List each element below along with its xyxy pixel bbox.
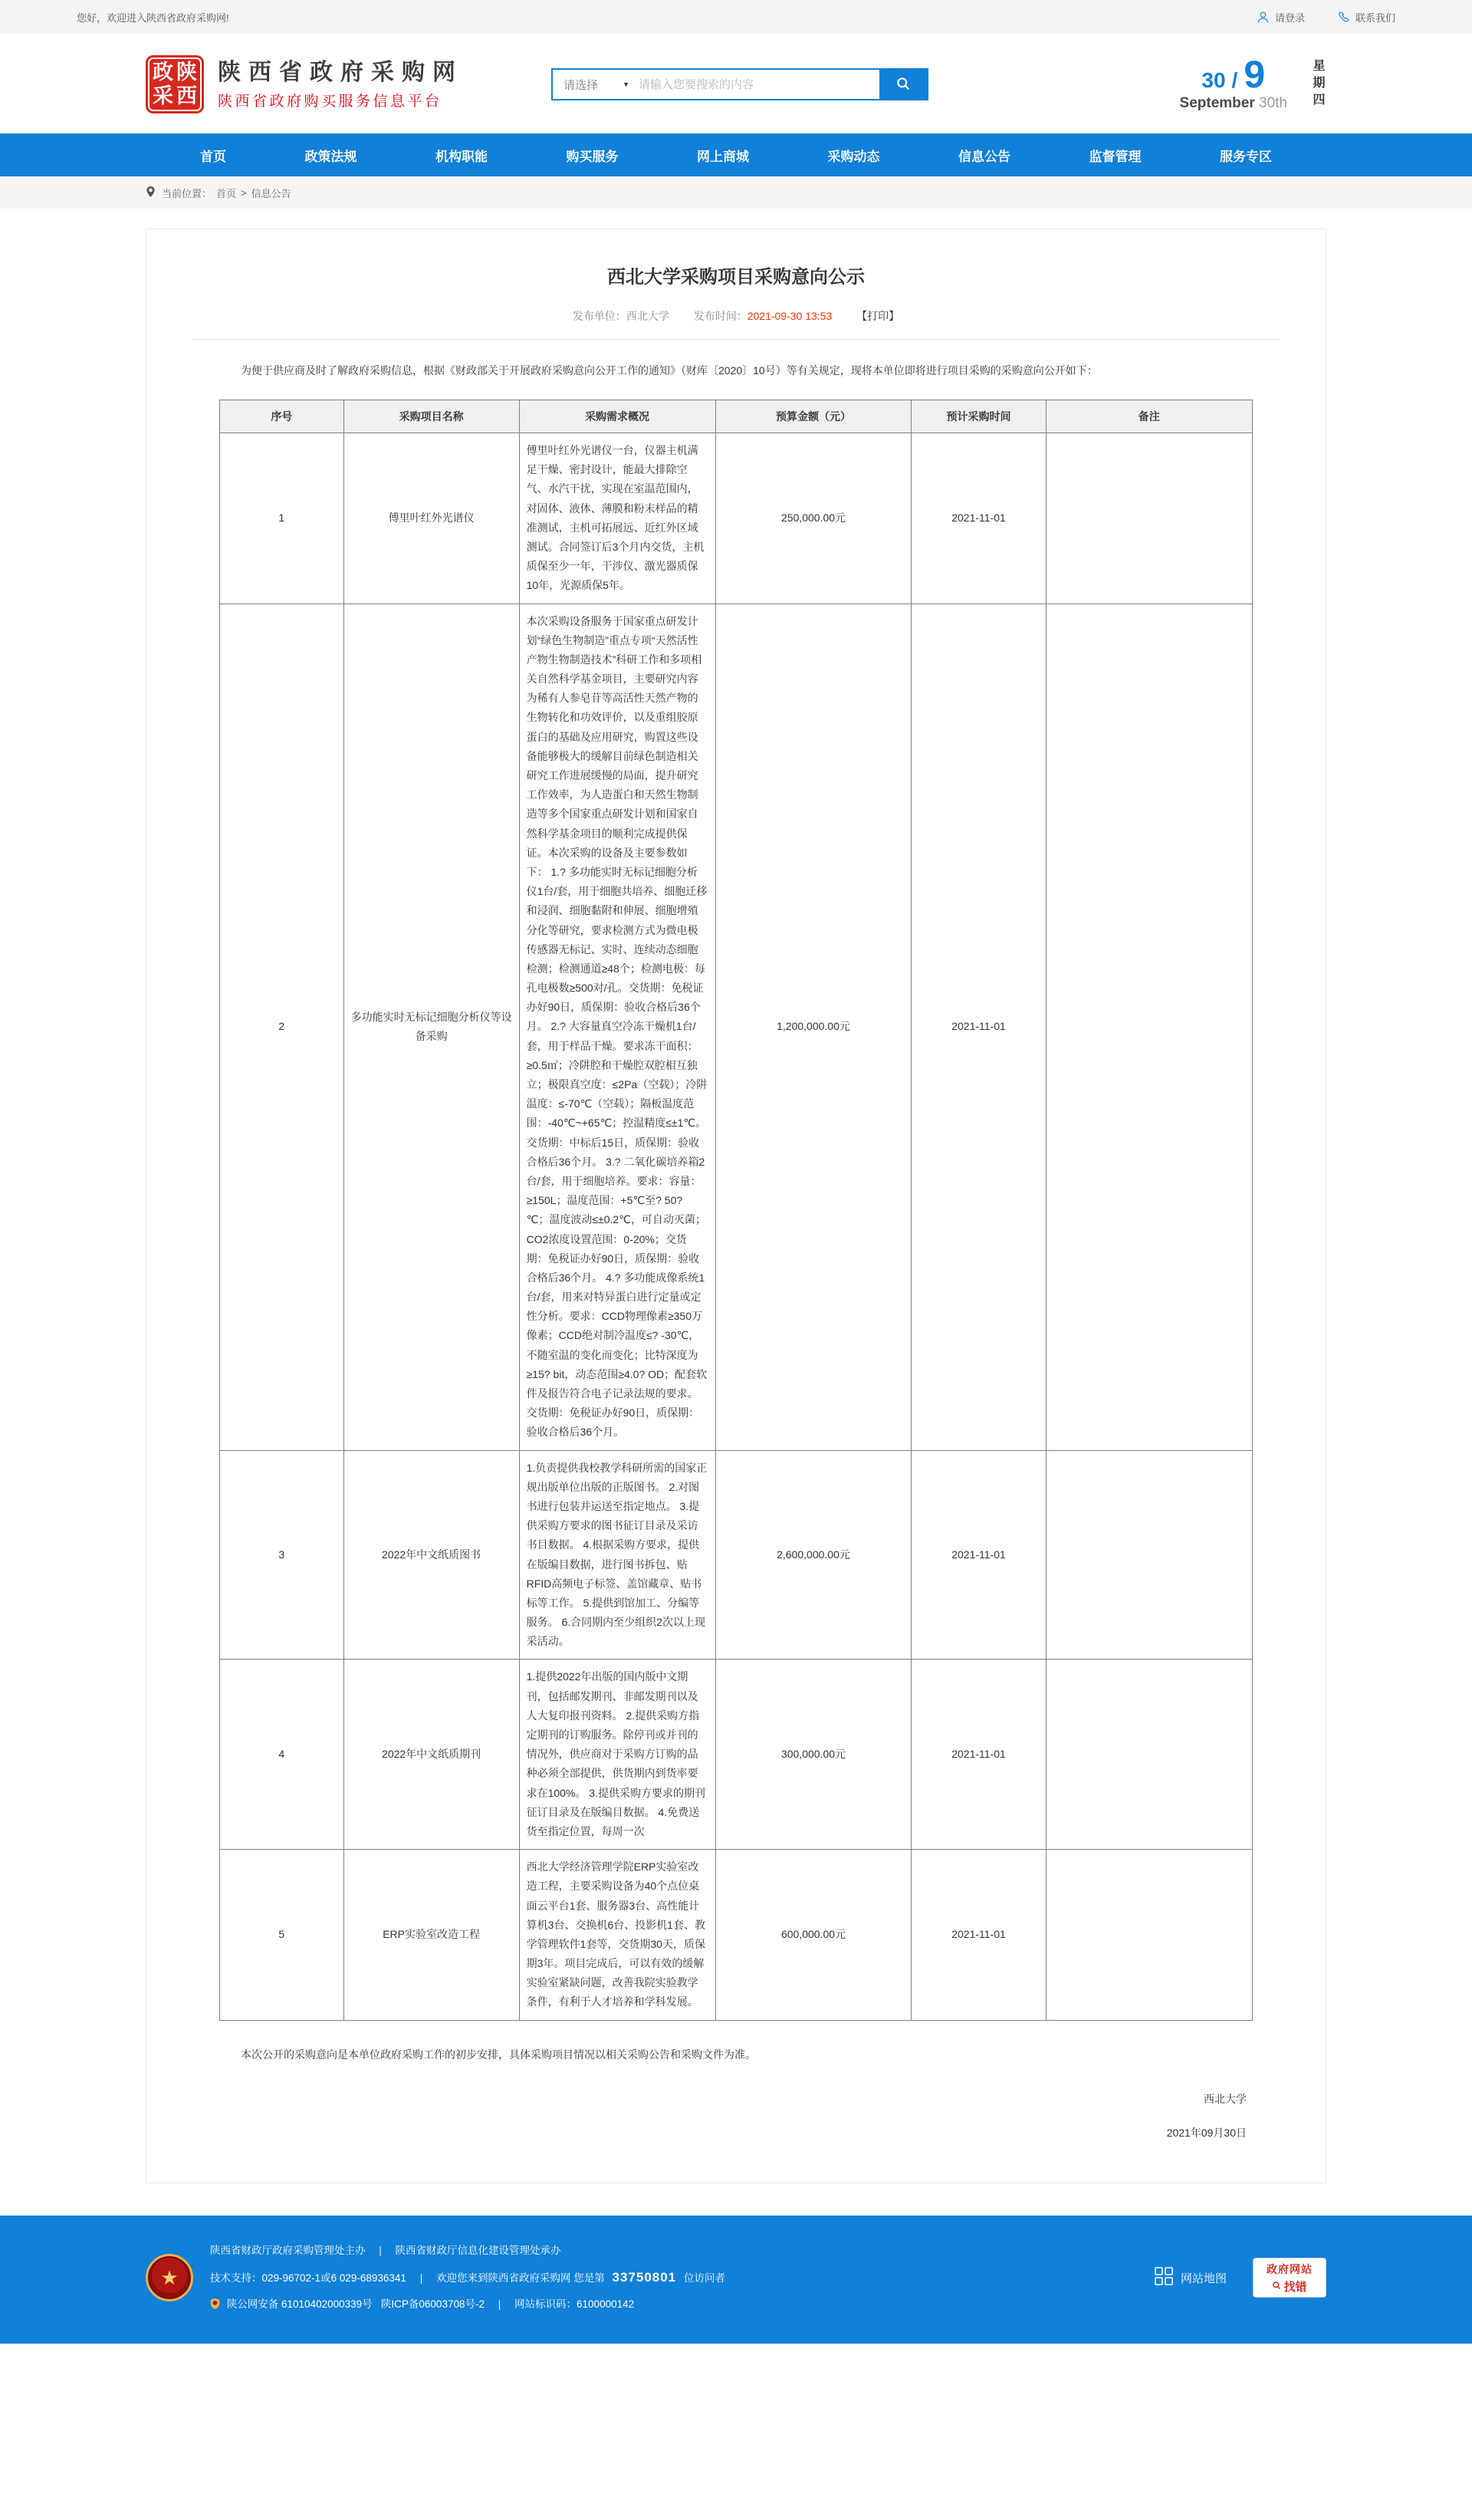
cell-budget: 2,600,000.00元 bbox=[715, 1450, 912, 1660]
search-category-select[interactable]: 请选择 ▼ bbox=[564, 78, 629, 92]
nav-item-service-zone[interactable]: 服务专区 bbox=[1220, 149, 1272, 164]
closing-paragraph: 本次公开的采购意向是本单位政府采购工作的初步安排，具体采购项目情况以相关采购公告和采购文件为准。 bbox=[241, 2048, 756, 2061]
visitor-count: 33750801 bbox=[612, 2269, 677, 2285]
breadcrumb-current[interactable]: 信息公告 bbox=[251, 187, 291, 199]
cell-requirement: 西北大学经济管理学院ERP实验室改造工程，主要采购设备为40个点位桌面云平台1套、服务器3台、高性能计算机3台、交换机6台、投影机1套、教学管理软件1套等，交货期30天，质保期3年。项目完成后，可以有效的缓解实验室紧缺问题，改善我院实验教学条件，有利于人才培养和学科发展。 bbox=[519, 1850, 715, 2021]
nav-item-functions[interactable]: 机构职能 bbox=[435, 149, 488, 164]
table-row bbox=[220, 1850, 1253, 2021]
footer-line-tech: 技术支持：029-96702-1或6 029-68936341 | 欢迎您来到陕西省政府采购网 您是第 33750801 位访问者 bbox=[210, 2269, 725, 2285]
cell-requirement: 傅里叶红外光谱仪一台，仪器主机满足干燥、密封设计，能最大排除空气、水汽干扰，实现在室温范围内，对固体、液体、薄膜和粉末样品的精准测试，主机可拓展远、近红外区域测试。合同签订后3个月内交货，主机质保至少一年，干涉仪、激光器质保10年，光源质保5年。 bbox=[519, 433, 715, 604]
article-panel bbox=[146, 229, 1326, 2183]
cell-note bbox=[1046, 433, 1252, 604]
table-header-row bbox=[220, 400, 1253, 433]
breadcrumb-home[interactable]: 首页 bbox=[216, 187, 237, 199]
topbar bbox=[0, 0, 1472, 34]
table-row bbox=[220, 604, 1253, 1450]
site-code: 网站标识码：6100000142 bbox=[514, 2298, 635, 2310]
search-icon bbox=[895, 76, 911, 94]
date-month: 9 bbox=[1244, 53, 1266, 97]
cell-budget: 300,000.00元 bbox=[715, 1660, 912, 1850]
intro-paragraph: 为便于供应商及时了解政府采购信息，根据《财政部关于开展政府采购意向公开工作的通知》（财库〔2020〕10号）等有关规定，现将本单位即将进行项目采购的采购意向公开如下： bbox=[241, 364, 1098, 377]
signature: 西北大学 bbox=[1204, 2092, 1247, 2105]
footer-line-host: 陕西省财政厅政府采购管理处主办 | 陕西省财政厅信息化建设管理处承办 bbox=[210, 2244, 561, 2256]
date-slash: / bbox=[1231, 68, 1238, 93]
col-header-name: 采购项目名称 bbox=[343, 400, 519, 433]
procurement-intent-table bbox=[219, 400, 1253, 2021]
beian-gongan-link[interactable]: 陕公网安备 61010402000339号 bbox=[226, 2298, 373, 2310]
publish-time-value: 2021-09-30 13:53 bbox=[747, 310, 833, 322]
cell-no: 3 bbox=[220, 1450, 344, 1660]
search-box bbox=[551, 68, 928, 100]
site-subtitle: 陕西省政府购买服务信息平台 bbox=[218, 94, 442, 110]
cell-time: 2021-11-01 bbox=[912, 604, 1046, 1450]
cell-time: 2021-11-01 bbox=[912, 1850, 1046, 2021]
cell-no: 2 bbox=[220, 604, 344, 1450]
cell-no: 4 bbox=[220, 1660, 344, 1850]
date-day: 30 bbox=[1201, 68, 1226, 93]
cell-note bbox=[1046, 604, 1252, 1450]
table-row bbox=[220, 1660, 1253, 1850]
date-month-en: September bbox=[1179, 94, 1255, 111]
nav-item-online-mall[interactable]: 网上商城 bbox=[697, 149, 749, 164]
cell-note bbox=[1046, 1850, 1252, 2021]
cell-note bbox=[1046, 1660, 1252, 1850]
nav-item-home[interactable]: 首页 bbox=[200, 149, 226, 164]
footer-line-beian: 陕公网安备 61010402000339号 陕ICP备06003708号-2 | 网站标识码：6100000142 bbox=[210, 2292, 725, 2318]
breadcrumb-label: 当前位置： bbox=[162, 187, 212, 199]
print-button[interactable]: 【打印】 bbox=[856, 310, 900, 322]
table-row bbox=[220, 1450, 1253, 1660]
col-header-time: 预计采购时间 bbox=[912, 400, 1046, 433]
breadcrumb bbox=[146, 176, 1326, 209]
breadcrumb-sep: > bbox=[241, 186, 247, 199]
cell-note bbox=[1046, 1450, 1252, 1660]
publisher-label: 发布单位： bbox=[572, 310, 626, 322]
breadcrumb-bar bbox=[0, 176, 1472, 209]
date-day-en: 30th bbox=[1259, 94, 1287, 111]
cell-no: 5 bbox=[220, 1850, 344, 2021]
signature-date: 2021年09月30日 bbox=[1166, 2126, 1247, 2139]
cell-project-name: ERP实验室改造工程 bbox=[343, 1850, 519, 2021]
phone-icon bbox=[1337, 11, 1350, 24]
divider bbox=[192, 339, 1280, 340]
sitemap-icon bbox=[1154, 2266, 1174, 2289]
publisher-value: 西北大学 bbox=[626, 310, 669, 322]
date-block bbox=[1179, 53, 1326, 112]
police-badge-icon bbox=[210, 2294, 220, 2318]
col-header-desc: 采购需求概况 bbox=[519, 400, 715, 433]
cell-time: 2021-11-01 bbox=[912, 1450, 1046, 1660]
nav-item-purchase-service[interactable]: 购买服务 bbox=[566, 149, 619, 164]
user-icon bbox=[1257, 11, 1270, 24]
site-name: 陕西省政府采购网 bbox=[218, 59, 463, 85]
cell-requirement: 1.负责提供我校教学科研所需的国家正规出版单位出版的正版图书。 2.对图书进行包装并运送至指定地点。 3.提供采购方要求的图书征订目录及采访书目数据。 4.根据采购方要求，提供在版编目数据，进行图书拆包、贴RFID高频电子标签、盖馆藏章、贴书标等工作。 5.提供到馆加工、分编等服务。 6.合同期内至少组织2次以上现采活动。 bbox=[519, 1450, 715, 1660]
publish-time-label: 发布时间： bbox=[693, 310, 748, 322]
gongan-emblem-icon: ★ bbox=[146, 2254, 193, 2301]
cell-budget: 1,200,000.00元 bbox=[715, 604, 912, 1450]
cell-time: 2021-11-01 bbox=[912, 1660, 1046, 1850]
page-title: 西北大学采购项目采购意向公示 bbox=[607, 267, 865, 288]
site-header bbox=[0, 34, 1472, 133]
cell-project-name: 2022年中文纸质图书 bbox=[343, 1450, 519, 1660]
cell-budget: 600,000.00元 bbox=[715, 1850, 912, 2021]
col-header-budget: 预算金额（元） bbox=[715, 400, 912, 433]
cell-requirement: 本次采购设备服务于国家重点研发计划“绿色生物制造”重点专项“天然活性产物生物制造技术”科研工作和多项相关自然科学基金项目，主要研究内容为稀有人参皂苷等高活性天然产物的生物转化和功效评价，以及重组胶原蛋白的基础及应用研究，购置这些设备能够极大的缓解目前绿色制造相关研究工作进展缓慢的局面，提升研究工作效率，为人造蛋白和天然生物制造等多个国家重点研发计划和国家自然科学基金项目的顺利完成提供保证。本次采购的设备及主要参数如下： 1.? 多功能实时无标记细胞分析仪1台/套，用于细胞共培养、细胞迁移和浸润、细胞黏附和伸展、细胞增殖分化等研究，要求检测方式为微电极传感器无标记、实时、连续动态细胞检测；检测通道≥48个；检测电极：每孔电极数≥500对/孔。交货期：免税证办好90日，质保期：验收合格后36个月。 2.? 大容量真空冷冻干燥机1台/套，用于样品干燥。要求冻干面积：≥0.5㎡；冷阱腔和干燥腔双腔相互独立；极限真空度：≤2Pa（空载）；冷阱温度：≤-70℃（空载）；隔板温度范围：-40℃~+65℃；控温精度≤±1℃。交货期：中标后15日，质保期：验收合格后36个月。 3.? 二氧化碳培养箱2台/套，用于细胞培养。要求：容量：≥150L；温度范围：+5℃至? 50? ℃；温度波动≤±0.2℃，可自动灭菌；CO2浓度设置范围：0-20%；交货期：免税证办好90日，质保期：验收合格后36个月。 4.? 多功能成像系统1台/套，用来对特异蛋白进行定量或定性分析。要求：CCD物理像素≥350万像素；CCD绝对制冷温度≤? -30℃，不随室温的变化而变化；比特深度为≥15? bit，动态范围≥4.0? OD；配套软件及报告符合电子记录法规的要求。交货期：免税证办好90日，质保期：验收合格后36个月。 bbox=[519, 604, 715, 1450]
footer bbox=[0, 2216, 1472, 2344]
cell-project-name: 多功能实时无标记细胞分析仪等设备采购 bbox=[343, 604, 519, 1450]
table-row bbox=[220, 433, 1253, 604]
sitemap-link[interactable]: 网站地图 bbox=[1154, 2266, 1227, 2289]
site-logo: 政 陕 采 西 bbox=[146, 55, 204, 113]
contact-link[interactable]: 联系我们 bbox=[1337, 10, 1395, 25]
location-pin-icon bbox=[146, 186, 157, 200]
cell-time: 2021-11-01 bbox=[912, 433, 1046, 604]
article-meta bbox=[219, 308, 1253, 324]
nav-item-supervision[interactable]: 监督管理 bbox=[1089, 149, 1142, 164]
nav-item-announcements[interactable]: 信息公告 bbox=[958, 149, 1010, 164]
nav-item-policies[interactable]: 政策法规 bbox=[304, 149, 357, 164]
nav-item-procurement-news[interactable]: 采购动态 bbox=[827, 149, 880, 164]
cell-no: 1 bbox=[220, 433, 344, 604]
cell-requirement: 1.提供2022年出版的国内版中文期刊，包括邮发期刊、非邮发期刊以及人大复印报刊资料。 2.提供采购方指定期刊的订购服务。除停刊或并刊的情况外，供应商对于采购方订购的品种必须全部提供，供货期内到货率要求在100%。 3.提供采购方要求的期刊征订目录及在版编目数据。 4.免费送货至指定位置，每周一次 bbox=[519, 1660, 715, 1850]
search-input[interactable] bbox=[639, 70, 879, 99]
cell-project-name: 傅里叶红外光谱仪 bbox=[343, 433, 519, 604]
main-nav bbox=[0, 133, 1472, 176]
date-weekday: 星期四 bbox=[1311, 59, 1324, 110]
magnifier-icon bbox=[1272, 2280, 1281, 2293]
welcome-text: 您好，欢迎进入陕西省政府采购网! bbox=[77, 12, 229, 24]
cell-budget: 250,000.00元 bbox=[715, 433, 912, 604]
col-header-no: 序号 bbox=[220, 400, 344, 433]
col-header-note: 备注 bbox=[1046, 400, 1252, 433]
search-button[interactable] bbox=[879, 70, 927, 99]
cell-project-name: 2022年中文纸质期刊 bbox=[343, 1660, 519, 1850]
beian-icp-link[interactable]: 陕ICP备06003708号-2 bbox=[380, 2298, 485, 2310]
login-link[interactable]: 请登录 bbox=[1257, 10, 1305, 25]
chevron-down-icon: ▼ bbox=[623, 81, 629, 88]
gov-site-error-report-badge[interactable]: 政府网站 找错 bbox=[1253, 2258, 1326, 2298]
